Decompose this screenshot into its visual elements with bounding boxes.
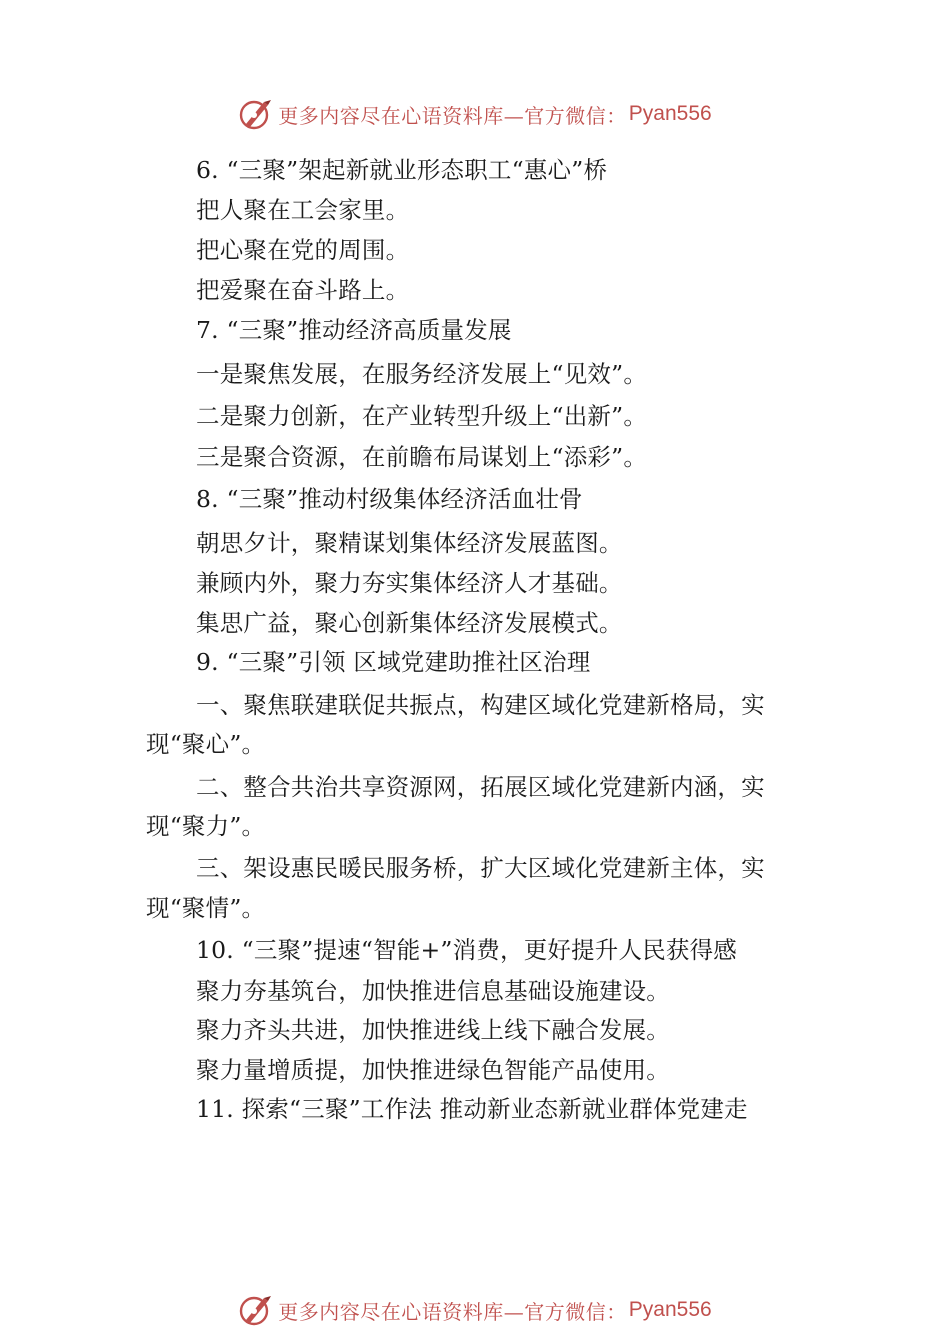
paragraph-line: 把爱聚在奋斗路上。 xyxy=(196,276,410,304)
paragraph-line: 现“聚心”。 xyxy=(146,730,266,758)
paragraph-line: 三是聚合资源，在前瞻布局谋划上“添彩”。 xyxy=(196,443,648,471)
heading-7: 7. “三聚”推动经济高质量发展 xyxy=(196,316,512,344)
paragraph-line: 一是聚焦发展，在服务经济发展上“见效”。 xyxy=(196,360,648,388)
paragraph-line: 把心聚在党的周围。 xyxy=(196,236,410,264)
watermark-handle: Pyan556 xyxy=(628,102,712,125)
paragraph-line: 二是聚力创新，在产业转型升级上“出新”。 xyxy=(196,402,648,430)
paragraph-line: 现“聚力”。 xyxy=(146,812,266,840)
paragraph-line: 聚力量增质提，加快推进绿色智能产品使用。 xyxy=(196,1056,670,1084)
pen-logo-icon xyxy=(238,1292,274,1328)
paragraph-line: 朝思夕计，聚精谋划集体经济发展蓝图。 xyxy=(196,529,623,557)
paragraph-line: 三、架设惠民暖民服务桥，扩大区域化党建新主体，实 xyxy=(196,854,765,882)
watermark-text: 更多内容尽在心语资料库—官方微信： xyxy=(278,1299,627,1324)
paragraph-line: 现“聚情”。 xyxy=(146,894,266,922)
paragraph-line: 聚力齐头共进，加快推进线上线下融合发展。 xyxy=(196,1016,670,1044)
heading-8: 8. “三聚”推动村级集体经济活血壮骨 xyxy=(196,485,583,513)
paragraph-line: 兼顾内外，聚力夯实集体经济人才基础。 xyxy=(196,569,623,597)
pen-logo-icon xyxy=(238,96,274,132)
paragraph-line: 二、整合共治共享资源网，拓展区域化党建新内涵，实 xyxy=(196,773,765,801)
heading-10: 10. “三聚”提速“智能+”消费，更好提升人民获得感 xyxy=(196,936,737,964)
heading-11: 11. 探索“三聚”工作法 推动新业态新就业群体党建走 xyxy=(196,1095,748,1123)
paragraph-line: 聚力夯基筑台，加快推进信息基础设施建设。 xyxy=(196,977,670,1005)
paragraph-line: 集思广益，聚心创新集体经济发展模式。 xyxy=(196,609,623,637)
watermark-handle: Pyan556 xyxy=(628,1298,712,1321)
watermark-text: 更多内容尽在心语资料库—官方微信： xyxy=(278,103,627,128)
footer-watermark-banner xyxy=(0,1290,950,1330)
header-watermark-banner xyxy=(0,94,950,134)
paragraph-line: 把人聚在工会家里。 xyxy=(196,196,410,224)
heading-6: 6. “三聚”架起新就业形态职工“惠心”桥 xyxy=(196,156,608,184)
heading-9: 9. “三聚”引领 区域党建助推社区治理 xyxy=(196,648,591,676)
paragraph-line: 一、聚焦联建联促共振点，构建区域化党建新格局，实 xyxy=(196,691,765,719)
